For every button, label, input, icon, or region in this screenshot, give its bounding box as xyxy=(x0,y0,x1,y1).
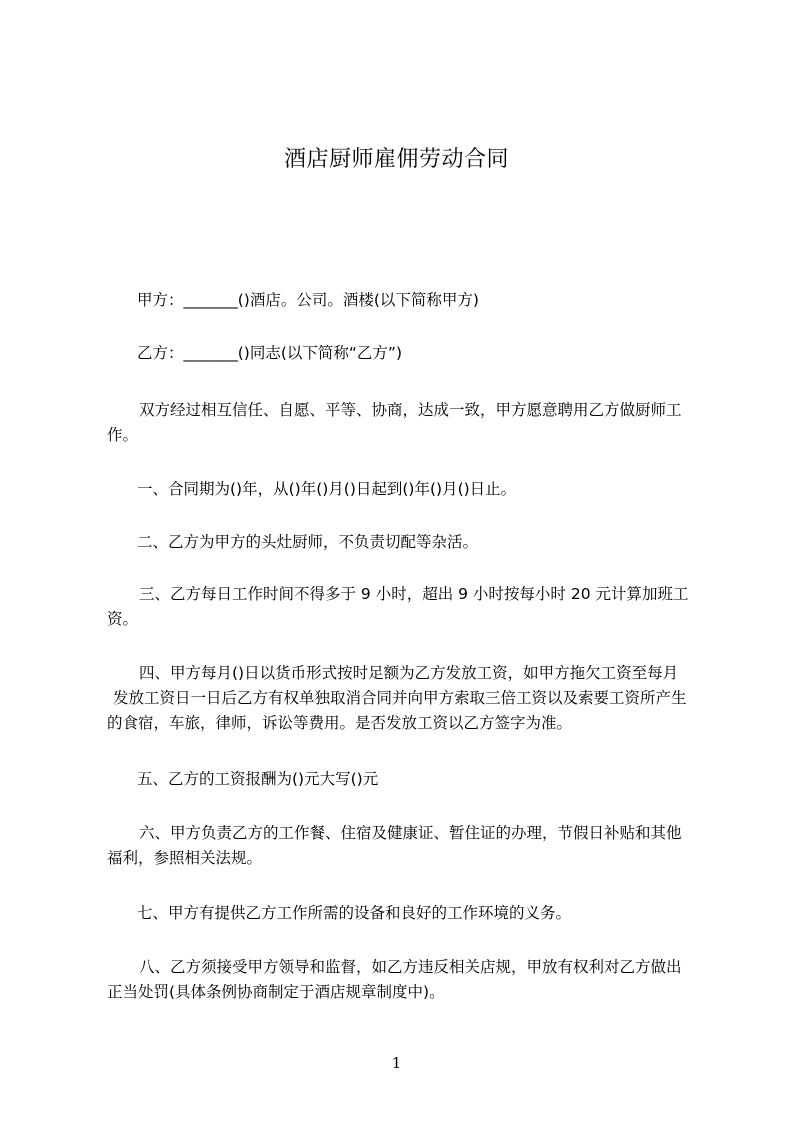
text-line: 三、乙方每日工作时间不得多于 9 小时，超出 9 小时按每小时 20 元计算加班工 xyxy=(139,585,689,603)
text-line: 六、甲方负责乙方的工作餐、住宿及健康证、暂住证的办理，节假日补贴和其他 xyxy=(139,824,682,842)
text-line: 正当处罚(具体条例协商制定于酒店规章制度中)。 xyxy=(107,983,445,1001)
clause-8 xyxy=(107,955,703,1005)
clause-6 xyxy=(107,821,703,871)
text-line: 发放工资日一日后乙方有权单独取消合同并向甲方索取三倍工资以及索要工资所产生 xyxy=(113,689,687,707)
clause-7 xyxy=(107,901,703,926)
text-line: 福利，参照相关法规。 xyxy=(107,849,263,867)
text-line: 七、甲方有提供乙方工作所需的设备和良好的工作环境的义务。 xyxy=(137,904,572,922)
clause-5 xyxy=(107,767,703,792)
clause-1 xyxy=(107,477,703,502)
document-title: 酒店厨师雇佣劳动合同 xyxy=(283,147,509,172)
clause-3 xyxy=(107,582,703,632)
text-line: 作。 xyxy=(107,426,139,444)
party-b-line xyxy=(107,341,703,366)
text-line: 四、甲方每月()日以货币形式按时足额为乙方发放工资，如甲方拖欠工资至每月 xyxy=(139,664,679,682)
clause-2 xyxy=(107,530,703,555)
clause-4 xyxy=(107,661,703,736)
text-line: 五、乙方的工资报酬为()元大写()元 xyxy=(137,770,379,788)
text-line: 八、乙方须接受甲方领导和监督，如乙方违反相关店规，甲放有权利对乙方做出 xyxy=(139,958,682,976)
party-a-line xyxy=(107,288,703,313)
text-line: 资。 xyxy=(107,610,139,628)
text-line: 甲方：_______()酒店。公司。酒楼(以下简称甲方) xyxy=(137,291,479,309)
text-line: 二、乙方为甲方的头灶厨师，不负责切配等杂活。 xyxy=(137,533,479,551)
text-line: 双方经过相互信任、自愿、平等、协商，达成一致，甲方愿意聘用乙方做厨师工 xyxy=(139,401,682,419)
text-line: 的食宿，车旅，律师，诉讼等费用。是否发放工资以乙方签字为准。 xyxy=(107,714,573,732)
page-number: 1 xyxy=(391,1054,402,1072)
text-line: 乙方：_______()同志(以下简称“乙方”) xyxy=(137,344,402,362)
text-line: 一、合同期为()年，从()年()月()日起到()年()月()日止。 xyxy=(137,480,517,498)
preamble-paragraph xyxy=(107,398,703,448)
